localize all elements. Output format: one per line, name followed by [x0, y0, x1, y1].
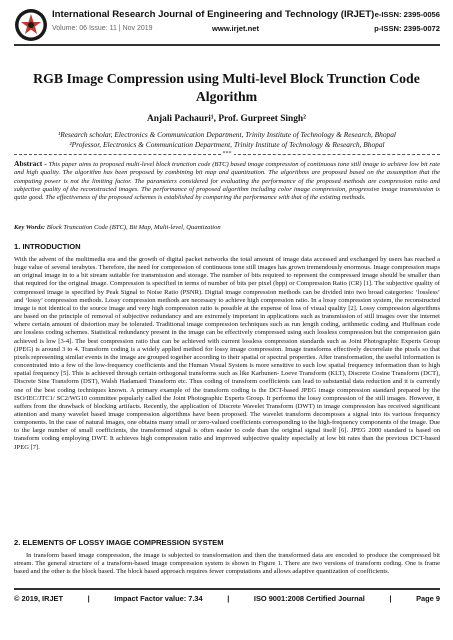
paper-title: RGB Image Compression using Multi-level Block Trunction Code Algorithm — [33, 71, 420, 104]
header-divider — [14, 44, 440, 46]
abstract — [14, 160, 440, 202]
footer-page-number: Page 9 — [416, 594, 440, 603]
section-body-elements: In transform based image compression, the image is subjected to transformation and then the transformed data are encoded to produce the compressed bit stream. The general structure of a transform-based image compression system is shown in Figure 1. There are two versions of transform coding. One is frame based and the other is the block based. The block based approach requires fewer computations and allows adaptive quantization of coefficients. — [14, 552, 440, 576]
journal-url-link[interactable]: www.irjet.net — [212, 24, 259, 33]
affiliation-1: ¹Research scholar, Electronics & Communication Department, Trinity Institute of Technology & Research, Bhopal — [58, 130, 396, 139]
keywords-text: Block Truncation Code (BTC), Bit Map, Multi-level, Quantization — [46, 224, 221, 231]
footer-divider — [14, 588, 440, 590]
section-heading-elements: 2. ELEMENTS OF LOSSY IMAGE COMPRESSION SYSTEM — [14, 538, 224, 547]
abstract-label: Abstract - — [14, 159, 47, 168]
footer-divider-3: | — [389, 594, 392, 603]
footer-impact-factor: Impact Factor value: 7.34 — [114, 594, 203, 603]
keywords-label: Key Words: — [14, 224, 46, 231]
journal-header — [14, 8, 440, 48]
footer-divider-1: | — [87, 594, 90, 603]
eissn: e-ISSN: 2395-0056 — [374, 10, 440, 19]
authors: Anjali Pachauri¹, Prof. Gurpreet Singh² — [147, 114, 306, 124]
section-body-introduction: With the advent of the multimedia era and the growth of digital packet networks the total amount of image data accessed and exchanged by users has reached a huge value of several terabytes. Therefore, the need for compression of continuous tone still images has grown tremendously enormous. Image compression maps an original image in to a bit stream suitable for transmission and storage. The number of bits required to represent the compressed image should be smaller than that required for the original image. Compression is specified in terms of number of bits per pixel (bpp) or Compression Ratio (CR) [1]. The subjective quality of compressed image is specified by Peak Signal to Noise Ratio (PSNR). Digital image compression methods can be divided into two broad categories: ‘lossless’ and ‘lossy’ compression methods. Lossy compression methods are necessary to achieve high compression ratio. In a lossy compression system, the reconstructed image is not identical to the source image and very high compression ratio is possible at the expense of loss of visual quality [2]. Lossy compression algorithms are based on the principle of removal of subjective redundancy and are extremely important in applications such as transmission of still images over the internet where certain amount of distortion may be tolerated. Traditional image compression techniques such as run length coding, arithmetic coding and Huffman code are lossless coding schemes. Statistical redundancy present in the image can be effectively compressed using such lossless compression but the compression gain achieved is low [3-4]. The best compression ratio that can be achieved with current lossless compression standards such as Joint Photographic Experts Group (JPEG) is around 3 to 4. Transform coding is a widely applied method for lossy image compression. Image transforms effectively decorrelate the pixels so that pixels representing similar events in the image are grouped together according to their spatial or spectral properties. After transformation, the useful information is concentrated into a few of the low-frequency coefficients and the Human Visual System is more sensitive to such low spatial frequency information than to high spatial frequency [5]. This is achieved through certain orthogonal transforms such as like Karhunen- Loeve Transform (KLT), Discrete Cosine Transform (DCT), Discrete Sine Transform (DST), Walsh Hadamard Transform etc. Thus coding of transform coefficients can lead to substantial data reduction and it is currently one of the best coding techniques known. A primary example of the transform coding is the DCT-based JPEG image compression standard prepared by the ISO/IEC/JTC1/ SC2/WG10 committee popularly called the Joint Photographic Experts Group. It performs the lossy compression of the still images. However, it suffers from the drawback of blocking artifacts. Recently, the application of Discrete Wavelet Transform (DWT) in image compression has received significant attention and many wavelet based image compression algorithms have been proposed. The wavelet transform decomposes a signal into its various frequency components. In the case of natural images, one obtains many small or zero-valued coefficients corresponding to the high-frequency components of the image. Due to the large number of small coefficients, the transformed signal is often easier to code than the original signal itself [6]. JPEG 2000 standard is based on transform coding employing DWT. It achieves high compression ratio and improved subjective quality especially at low bit rates than the previous DCT-based JPEG [7]. — [14, 256, 440, 451]
irjet-logo-icon — [14, 8, 48, 42]
keywords — [14, 224, 440, 231]
affiliation-2: ²Professor, Electronics & Communication Department, Trinity Institute of Technology & Research, Bhopal — [69, 140, 385, 149]
volume-issue: Volume: 06 Issue: 11 | Nov 2019 — [52, 25, 153, 32]
section-separator — [14, 150, 440, 158]
footer-copyright: © 2019, IRJET — [14, 594, 63, 603]
separator-stars: *** — [222, 151, 232, 157]
section-heading-introduction: 1. INTRODUCTION — [14, 242, 81, 251]
journal-title: International Research Journal of Engineering and Technology (IRJET) — [52, 9, 375, 20]
footer-divider-2: | — [227, 594, 230, 603]
page-footer — [14, 594, 440, 603]
abstract-text: This paper aims to proposed multi-level block trunction code (BTC) based image compression of continuous tone still image to achieve low bit rate and high quality. The algorithm has been proposed by combining bit map and quantization. The algorithms are proposed based on the assumption that the computing power is not the limiting factor. The parameters considered for evaluating the performance of the proposed methods are compression ratio and subjective quality of the reconstructed images. The performance of proposed algorithm including color image compression, progressive image transmission is quite good. The effectiveness of the proposed schemes is established by comparing the performance with that of the existing methods. — [14, 161, 440, 202]
pissn: p-ISSN: 2395-0072 — [374, 24, 440, 33]
footer-iso: ISO 9001:2008 Certified Journal — [253, 594, 365, 603]
